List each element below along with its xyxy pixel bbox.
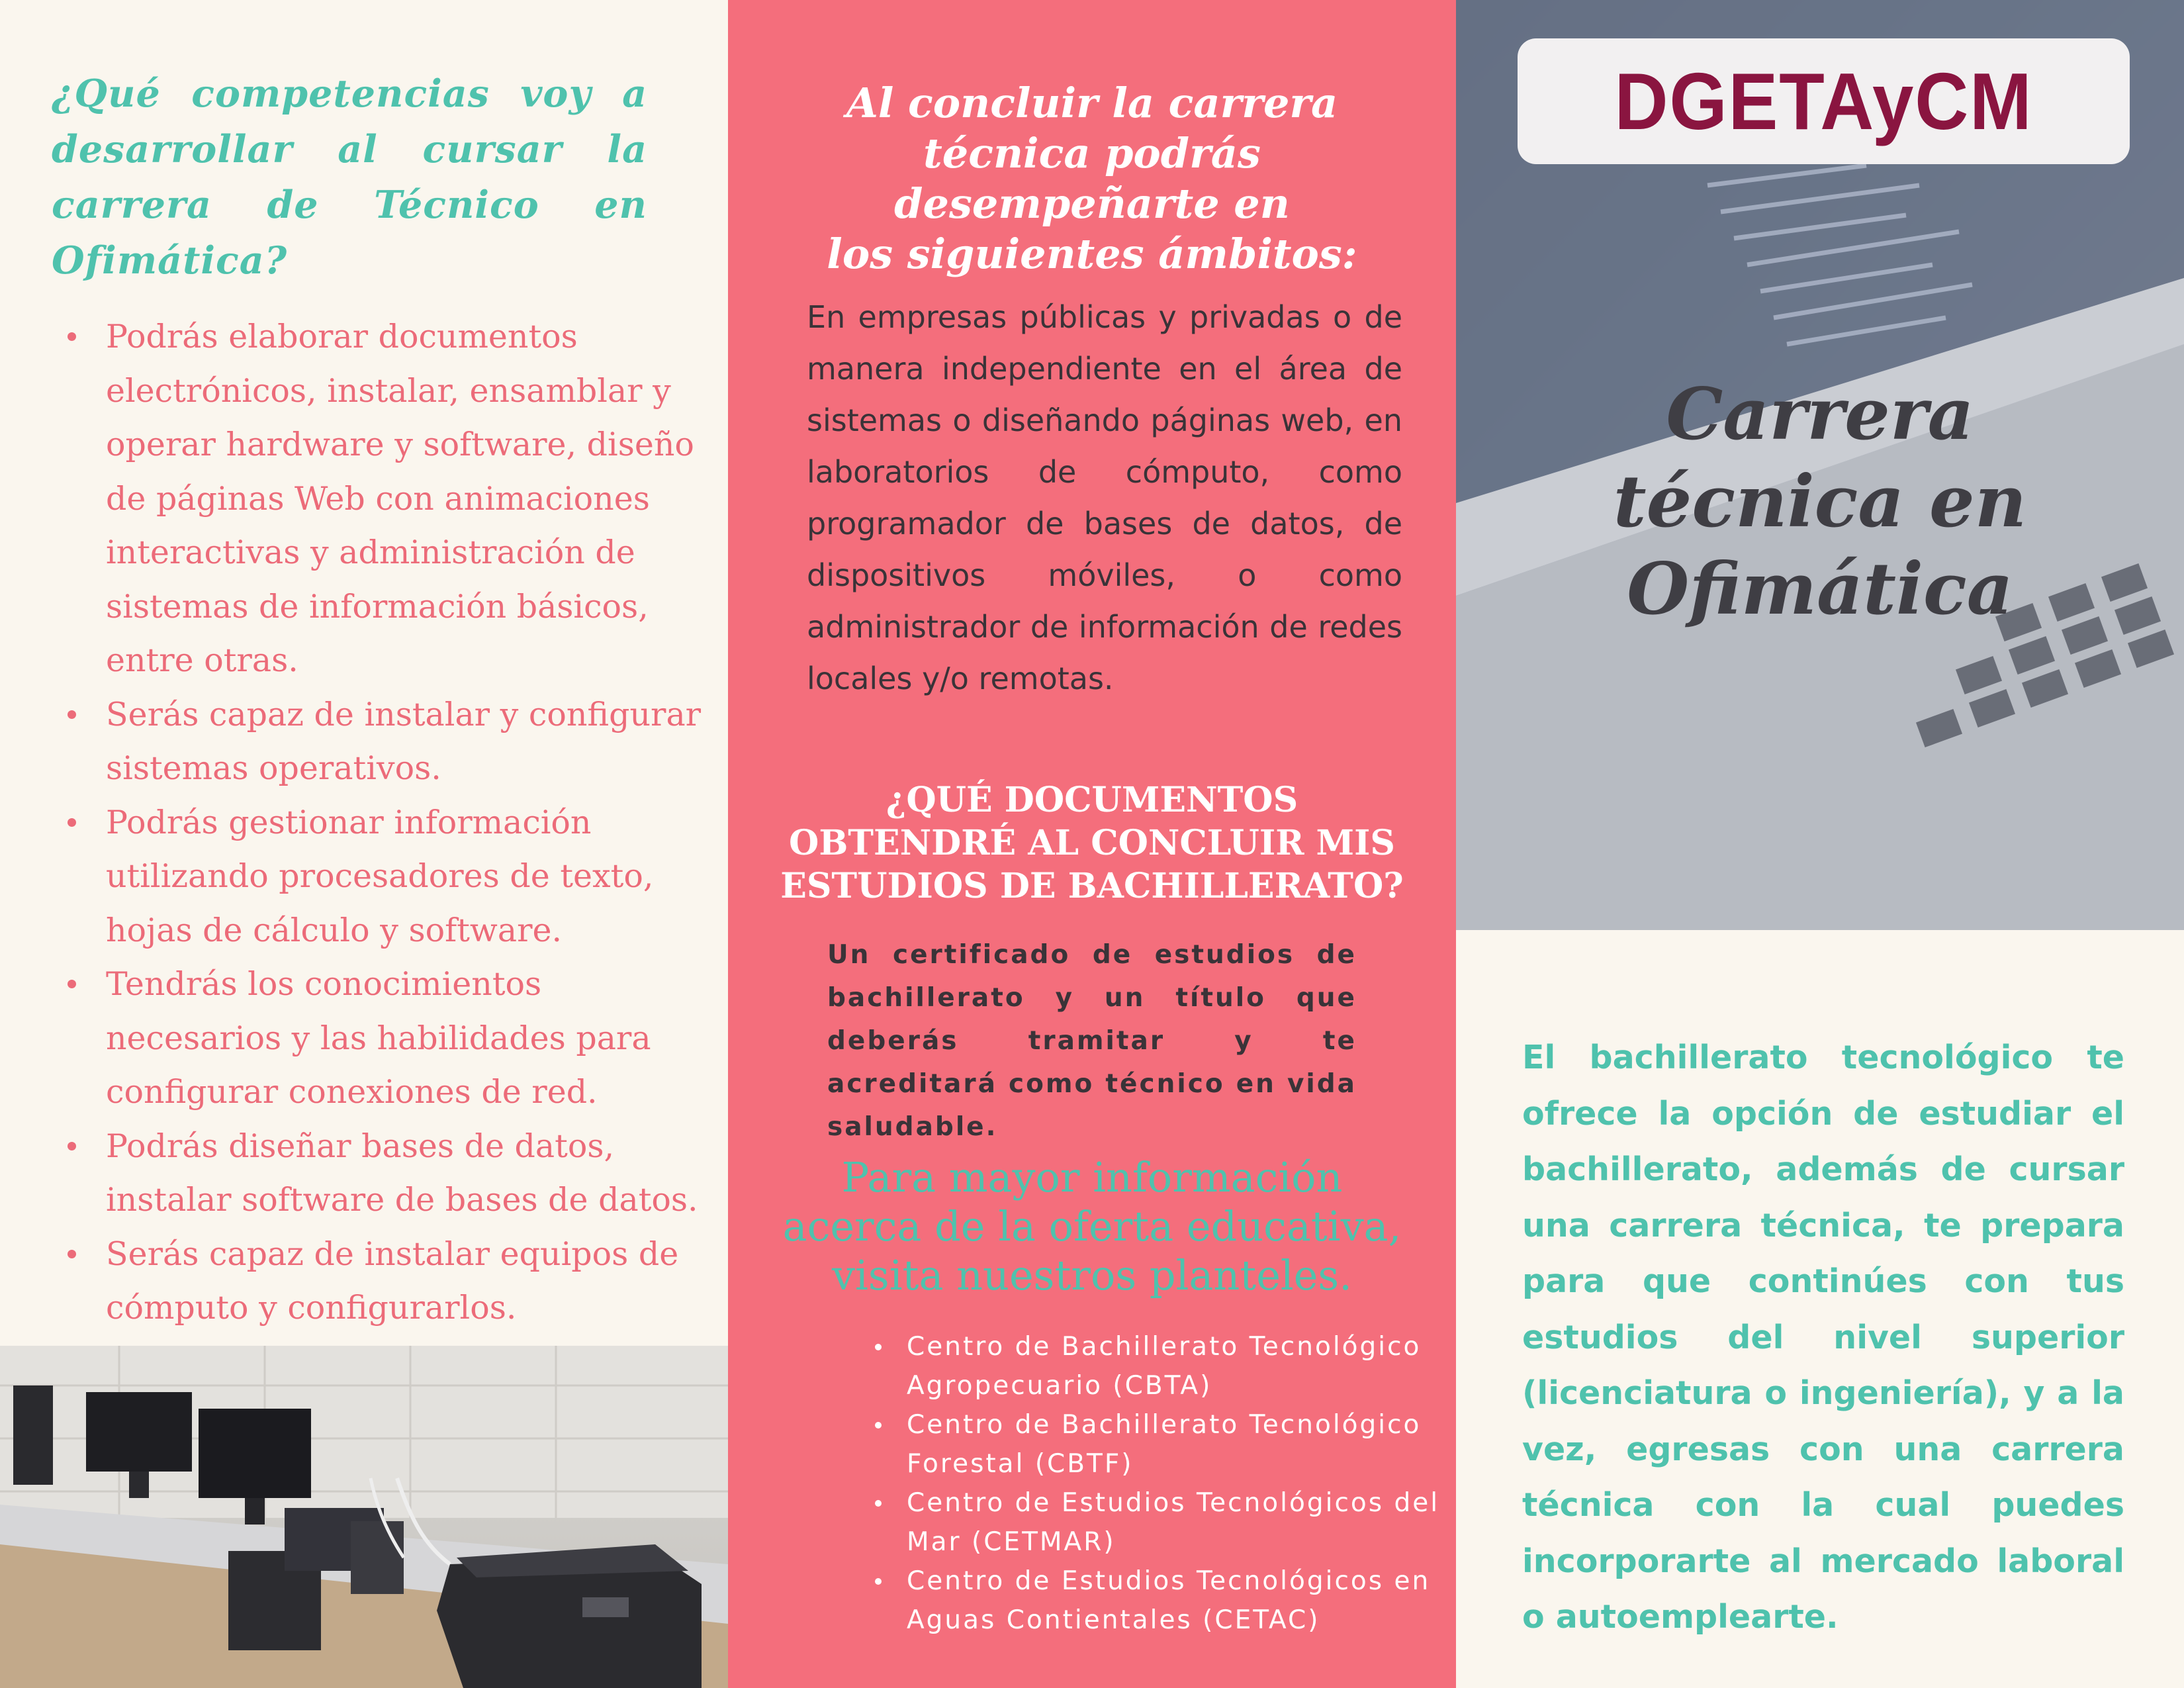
competencias-list bbox=[60, 310, 715, 1335]
competencias-heading: ¿Qué competencias voy a desarrollar al cursar la carrera de Técnico en Ofimática? bbox=[52, 71, 647, 283]
ambitos-body: En empresas públicas y privadas o de manera independiente en el área de sistemas o diseñando páginas web, en laboratorios de cómputo, como programador de bases de datos, de dispositivos móviles, o como administrador de información de redes locales y/o remotas. bbox=[807, 299, 1402, 696]
computer-lab-photo bbox=[0, 1346, 728, 1688]
computer-lab-illustration bbox=[0, 1346, 728, 1688]
documentos-heading: ¿QUÉ DOCUMENTOS OBTENDRÉ AL CONCLUIR MIS ESTUDIOS DE BACHILLERATO? bbox=[780, 780, 1404, 906]
list-item: Serás capaz de instalar equipos de cómputo y configurarlos. bbox=[106, 1227, 715, 1335]
list-item: Centro de Estudios Tecnológicos del Mar (CETMAR) bbox=[907, 1483, 1456, 1562]
cover-title: Carrera técnica en Ofimática bbox=[1613, 373, 2027, 631]
middle-panel bbox=[728, 0, 1456, 1688]
documentos-body: Un certificado de estudios de bachillerato y un título que deberás tramitar y te acreditará como técnico en vida saludable. bbox=[827, 940, 1357, 1142]
list-item: Centro de Bachillerato Tecnológico Forestal (CBTF) bbox=[907, 1405, 1456, 1483]
list-item: Podrás gestionar información utilizando procesadores de texto, hojas de cálculo y software. bbox=[106, 796, 715, 958]
list-item: Podrás diseñar bases de datos, instalar software de bases de datos. bbox=[106, 1119, 715, 1227]
right-panel bbox=[1456, 0, 2184, 1688]
left-panel bbox=[0, 0, 728, 1688]
list-item: Serás capaz de instalar y configurar sistemas operativos. bbox=[106, 688, 715, 796]
list-item: Podrás elaborar documentos electrónicos, instalar, ensamblar y operar hardware y software, diseño de páginas Web con animaciones interactivas y administración de sistemas de información básicos, entre otras. bbox=[106, 310, 715, 688]
dgetaycm-logo bbox=[1518, 38, 2130, 164]
mas-informacion-heading: Para mayor información acerca de la oferta educativa, visita nuestros planteles. bbox=[782, 1153, 1402, 1299]
bachillerato-description: El bachillerato tecnológico te ofrece la opción de estudiar el bachillerato, además de cursar una carrera técnica, te prepara para que continúes con tus estudios del nivel superior (licenciatura o ingeniería), y a la vez, egresas con una carrera técnica con la cual puedes incorporarte al mercado laboral o autoemplearte. bbox=[1522, 1039, 2124, 1636]
list-item: Centro de Bachillerato Tecnológico Agropecuario (CBTA) bbox=[907, 1327, 1456, 1405]
planteles-list bbox=[841, 1327, 1456, 1640]
ambitos-heading: Al concluir la carrera técnica podrás desempeñarte en los siguientes ámbitos: bbox=[827, 79, 1357, 278]
list-item: Centro de Estudios Tecnológicos en Aguas Contientales (CETAC) bbox=[907, 1562, 1456, 1640]
logo-text: DGETAyCM bbox=[1614, 56, 2033, 146]
list-item: Tendrás los conocimientos necesarios y las habilidades para configurar conexiones de red. bbox=[106, 957, 715, 1119]
